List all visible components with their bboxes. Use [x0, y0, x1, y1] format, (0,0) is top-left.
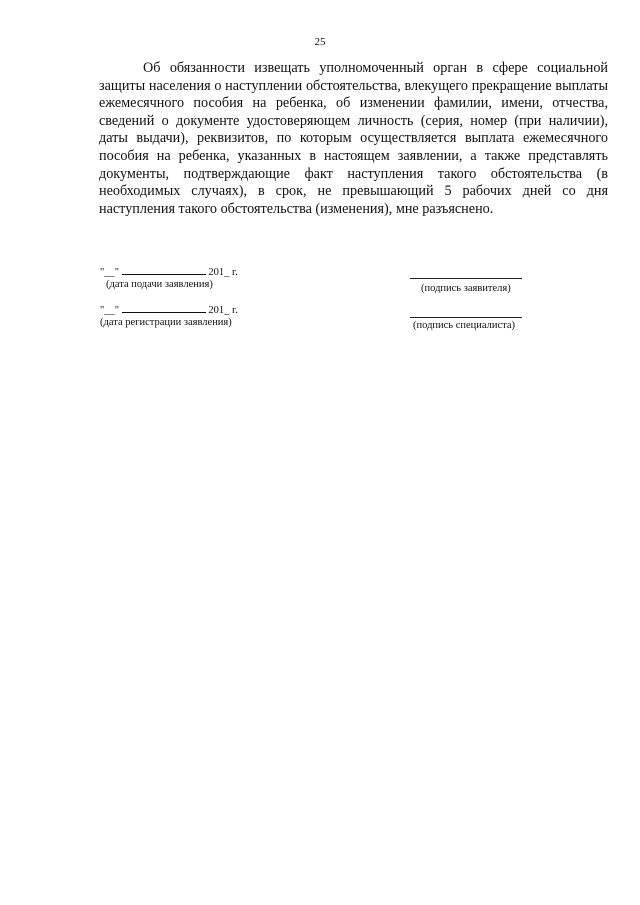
registration-day-blank: __"	[104, 305, 120, 316]
application-date-line: "__" 201_ г.	[100, 267, 238, 278]
page-number: 25	[314, 36, 326, 48]
body-paragraph: Об обязанности извещать уполномоченный орган в сфере социальной защиты населения о наступлении обстоятельства, влекущего прекращение выплаты ежемесячного пособия на ребенка, об изменении фамилии, имени, отчества, сведений о документе удостоверяющем личность (серия, номер (при наличии), даты выдачи), реквизитов, по которым осуществляется выплата ежемесячного пособия на ребенка, указанных в настоящем заявлении, а также представлять документы, подтверждающие факт наступления такого обстоятельства (в необходимых случаях), в срок, не превышающий 5 рабочих дней со дня наступления такого обстоятельства (изменения), мне разъяснено.	[99, 60, 608, 217]
registration-month-blank	[122, 312, 206, 313]
specialist-signature-line	[410, 317, 522, 318]
registration-date-line: "__" 201_ г.	[100, 305, 238, 316]
registration-date-caption: (дата регистрации заявления)	[100, 317, 232, 328]
application-date-caption: (дата подачи заявления)	[106, 279, 213, 290]
registration-date-field	[100, 305, 238, 329]
applicant-signature-line	[410, 278, 522, 279]
specialist-signature-caption: (подпись специалиста)	[413, 320, 516, 331]
application-date-field	[100, 267, 238, 291]
applicant-signature-caption: (подпись заявителя)	[421, 283, 511, 294]
registration-year: 201_ г.	[208, 305, 238, 316]
application-year: 201_ г.	[208, 267, 238, 278]
application-month-blank	[122, 274, 206, 275]
application-day-blank: __"	[104, 267, 120, 278]
